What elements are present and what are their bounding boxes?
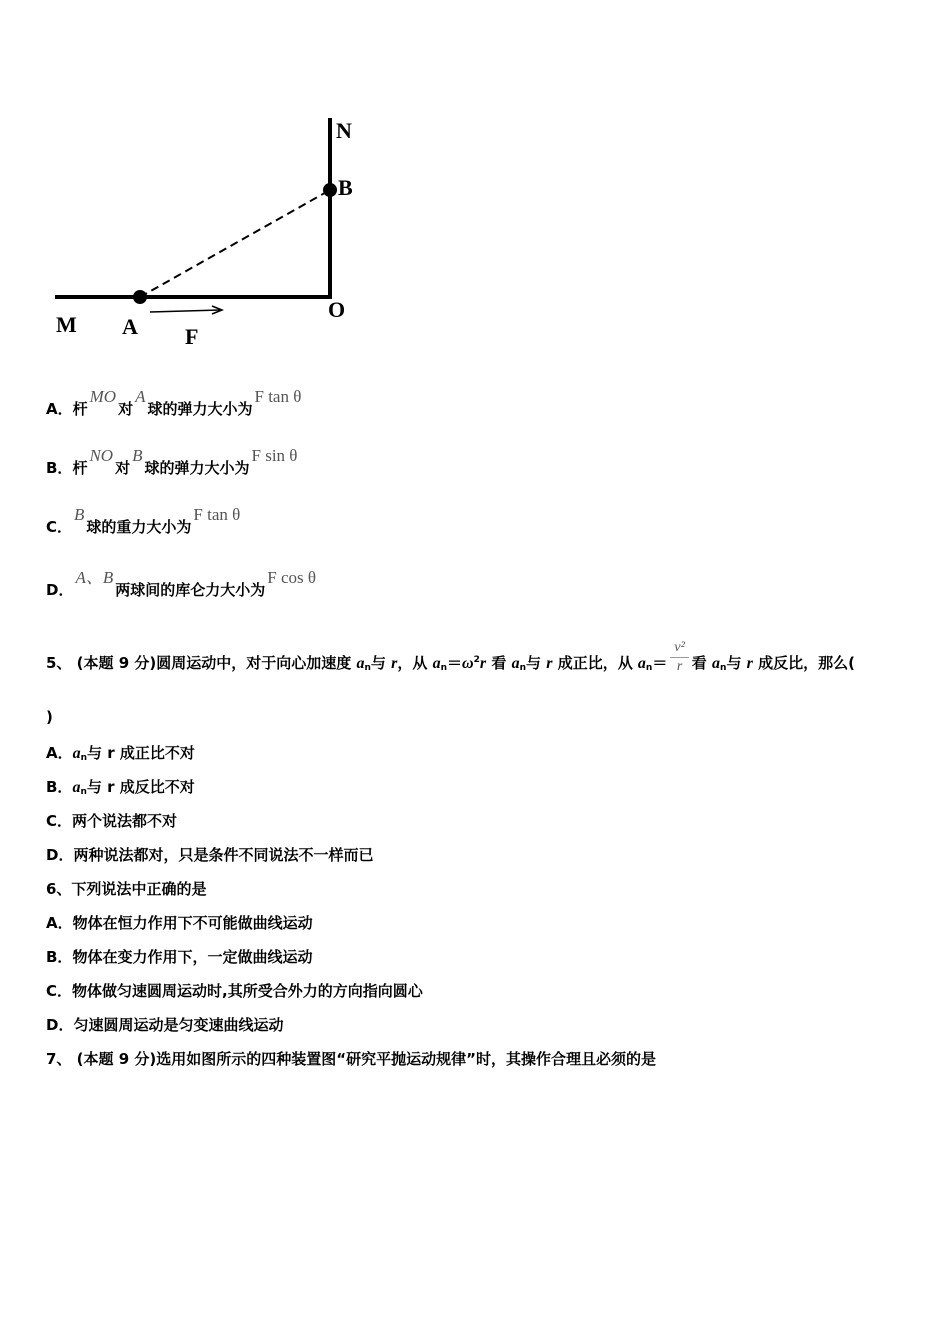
sub: n xyxy=(440,663,448,673)
text: 两种说法都对，只是条件不同说法不一样而已 xyxy=(73,846,374,864)
text: ＝ xyxy=(652,654,668,672)
physics-figure xyxy=(40,110,380,360)
text: 与 xyxy=(526,654,547,672)
text: 5、 (本题 9 分)圆周运动中，对于向心加速度 xyxy=(46,654,357,672)
text: 球的弹力大小为 xyxy=(144,459,250,477)
dashed-line-ab xyxy=(140,190,330,297)
q6-option-d[interactable] xyxy=(46,1014,283,1035)
math: NO xyxy=(89,446,114,465)
option-label: A． xyxy=(46,744,73,762)
option-label: D． xyxy=(46,846,74,864)
text: 两个说法都不对 xyxy=(72,812,178,830)
math: A xyxy=(135,387,146,406)
text: 与 xyxy=(370,654,392,672)
q6-stem: 6、下列说法中正确的是 xyxy=(46,880,207,898)
option-label: C． xyxy=(46,518,73,536)
q6-option-a[interactable] xyxy=(46,912,313,933)
text: 与 xyxy=(726,654,747,672)
denominator: r xyxy=(676,659,683,674)
option-label: D． xyxy=(46,1016,74,1034)
ball-a xyxy=(133,290,147,304)
numerator: v² xyxy=(670,639,688,658)
option-label: A． xyxy=(46,914,73,932)
option-label: C． xyxy=(46,812,73,830)
math: F cos θ xyxy=(267,568,317,587)
sub: n xyxy=(364,663,371,673)
q4-option-a[interactable] xyxy=(46,387,303,419)
q5-option-d[interactable] xyxy=(46,844,373,865)
q5-stem xyxy=(46,640,855,682)
text: 球的弹力大小为 xyxy=(147,400,253,418)
q5-option-b[interactable] xyxy=(46,776,195,797)
sub: n xyxy=(720,663,727,673)
text: 匀速圆周运动是匀变速曲线运动 xyxy=(73,1016,284,1034)
text: 两球间的库仑力大小为 xyxy=(115,581,266,599)
text: 与 r 成反比不对 xyxy=(86,778,195,796)
math: F tan θ xyxy=(254,387,302,406)
sub: n xyxy=(645,663,653,673)
math: A、B xyxy=(75,568,114,587)
sub: n xyxy=(80,787,87,797)
option-label: B． xyxy=(46,459,73,477)
text: 对 xyxy=(118,400,134,418)
label-o: O xyxy=(328,297,346,322)
option-label: D． xyxy=(46,581,74,599)
text: 与 r 成正比不对 xyxy=(87,744,195,762)
text: 杆 xyxy=(72,400,88,418)
text: 物体在变力作用下，一定做曲线运动 xyxy=(72,948,313,966)
sup: 2 xyxy=(473,655,480,665)
label-m: M xyxy=(56,312,77,337)
var: a xyxy=(356,655,365,672)
math: B xyxy=(132,446,143,465)
label-a: A xyxy=(122,314,138,339)
text: 看 xyxy=(486,654,512,672)
math: F sin θ xyxy=(251,446,298,465)
var: r xyxy=(391,655,398,672)
fraction xyxy=(670,639,688,676)
var: r xyxy=(479,655,487,672)
text: 球的重力大小为 xyxy=(86,518,192,536)
q6-option-b[interactable] xyxy=(46,946,312,967)
var: a xyxy=(72,779,81,796)
text: ＝ xyxy=(447,654,463,672)
ball-b xyxy=(323,183,337,197)
math: MO xyxy=(89,387,117,406)
text: ，从 xyxy=(397,654,433,672)
text: 物体做匀速圆周运动时,其所受合外力的方向指向圆心 xyxy=(72,982,423,1000)
sub: n xyxy=(80,753,88,763)
text: 成反比，那么( xyxy=(752,654,855,672)
var: ω xyxy=(462,655,474,672)
q5-option-c[interactable] xyxy=(46,810,177,831)
option-label: A． xyxy=(46,400,73,418)
var: a xyxy=(637,655,646,672)
label-f: F xyxy=(185,324,199,349)
q7-stem: 7、 (本题 9 分)选用如图所示的四种装置图“研究平抛运动规律”时，其操作合理且必须的是 xyxy=(46,1050,656,1068)
text: 成正比，从 xyxy=(552,654,638,672)
option-label: C． xyxy=(46,982,73,1000)
q5-option-a[interactable] xyxy=(46,742,195,763)
text: 杆 xyxy=(72,459,88,477)
var: a xyxy=(432,655,441,672)
math: B xyxy=(74,505,85,524)
math: F tan θ xyxy=(193,505,241,524)
label-n: N xyxy=(336,118,352,143)
label-b: B xyxy=(338,175,353,200)
var: r xyxy=(746,655,753,672)
text: 看 xyxy=(691,654,713,672)
var: r xyxy=(546,655,553,672)
q4-option-d[interactable] xyxy=(46,568,318,600)
var: a xyxy=(511,655,520,672)
text: 对 xyxy=(115,459,131,477)
option-label: B． xyxy=(46,948,73,966)
var: a xyxy=(712,655,721,672)
q4-option-b[interactable] xyxy=(46,446,299,478)
q6-option-c[interactable] xyxy=(46,980,423,1001)
option-label: B． xyxy=(46,778,73,796)
sub: n xyxy=(519,663,526,673)
q5-close-paren: ) xyxy=(46,708,53,726)
q4-option-c[interactable] xyxy=(46,505,242,537)
var: a xyxy=(72,745,81,762)
force-arrow xyxy=(150,310,220,312)
text: 物体在恒力作用下不可能做曲线运动 xyxy=(72,914,313,932)
